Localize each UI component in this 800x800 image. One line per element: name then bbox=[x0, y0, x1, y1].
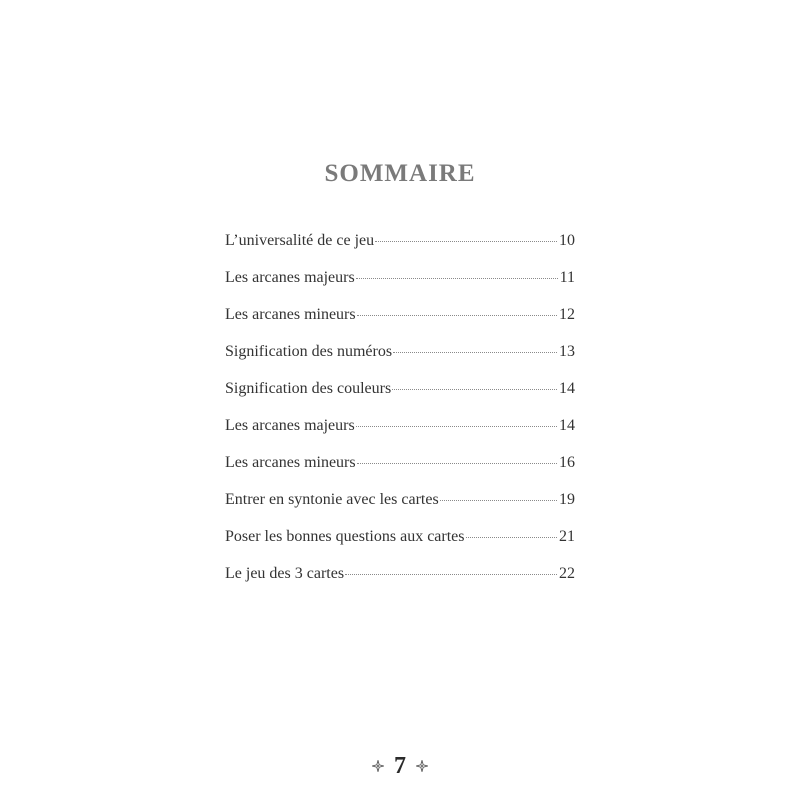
toc-dot-leader bbox=[466, 536, 557, 538]
toc-dot-leader bbox=[356, 277, 558, 279]
toc-entry-page: 21 bbox=[559, 528, 575, 545]
table-of-contents bbox=[225, 232, 575, 602]
toc-entry-page: 11 bbox=[559, 269, 575, 286]
toc-entry-label: Signification des numéros bbox=[225, 343, 393, 360]
toc-entry-label: Le jeu des 3 cartes bbox=[225, 565, 345, 582]
toc-dot-leader bbox=[357, 462, 557, 464]
toc-entry[interactable] bbox=[225, 417, 575, 454]
toc-entry-page: 10 bbox=[559, 232, 575, 249]
diamond-ornament-icon bbox=[372, 760, 384, 772]
toc-entry-label: Les arcanes majeurs bbox=[225, 417, 355, 434]
toc-entry-label: Les arcanes majeurs bbox=[225, 269, 355, 286]
toc-entry[interactable] bbox=[225, 454, 575, 491]
toc-dot-leader bbox=[393, 351, 557, 353]
toc-dot-leader bbox=[357, 314, 557, 316]
toc-entry[interactable] bbox=[225, 491, 575, 528]
toc-entry-page: 22 bbox=[559, 565, 575, 582]
page-footer bbox=[0, 754, 800, 778]
toc-entry-page: 12 bbox=[559, 306, 575, 323]
toc-entry[interactable] bbox=[225, 306, 575, 343]
toc-entry[interactable] bbox=[225, 528, 575, 565]
toc-dot-leader bbox=[440, 499, 557, 501]
toc-entry[interactable] bbox=[225, 380, 575, 417]
toc-dot-leader bbox=[392, 388, 557, 390]
toc-dot-leader bbox=[356, 425, 557, 427]
toc-dot-leader bbox=[345, 573, 557, 575]
page-title: SOMMAIRE bbox=[324, 160, 476, 187]
toc-entry-label: Les arcanes mineurs bbox=[225, 454, 356, 471]
toc-entry[interactable] bbox=[225, 565, 575, 602]
toc-entry-label: L’universalité de ce jeu bbox=[225, 232, 375, 249]
toc-entry-page: 13 bbox=[559, 343, 575, 360]
toc-entry[interactable] bbox=[225, 232, 575, 269]
toc-entry-label: Signification des couleurs bbox=[225, 380, 392, 397]
toc-entry[interactable] bbox=[225, 269, 575, 306]
toc-entry-page: 19 bbox=[559, 491, 575, 508]
toc-entry-page: 14 bbox=[559, 380, 575, 397]
toc-entry-label: Entrer en syntonie avec les cartes bbox=[225, 491, 439, 508]
page-number: 7 bbox=[394, 753, 406, 779]
toc-entry[interactable] bbox=[225, 343, 575, 380]
toc-entry-page: 16 bbox=[559, 454, 575, 471]
toc-entry-label: Poser les bonnes questions aux cartes bbox=[225, 528, 465, 545]
toc-dot-leader bbox=[375, 240, 557, 242]
toc-entry-page: 14 bbox=[559, 417, 575, 434]
diamond-ornament-icon bbox=[416, 760, 428, 772]
toc-entry-label: Les arcanes mineurs bbox=[225, 306, 356, 323]
